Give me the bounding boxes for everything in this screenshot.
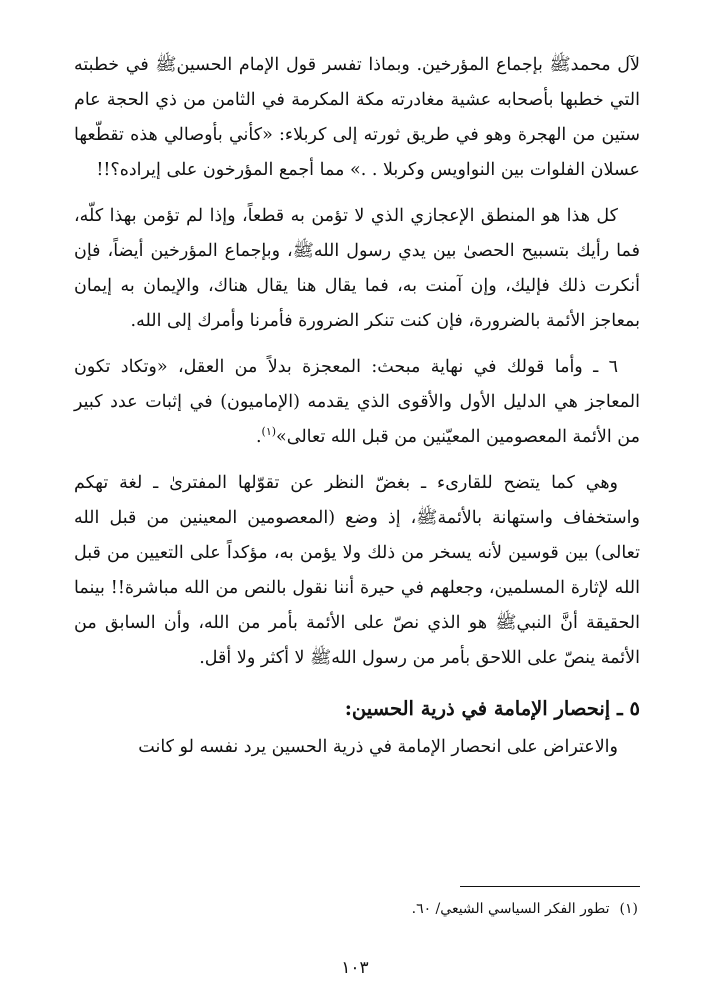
paragraph-1: لآل محمدﷺ بإجماع المؤرخين. وبماذا تفسر قول الإمام الحسينﷺ في خطبته التي خطبها بأصحابه عشية مغادرته مكة المكرمة في الثامن من ذي الحجة عام ستين من الهجرة وهو في طريق ثورته إلى كربلاء: «كأني بأوصالي هذه تقطّعها عسلان الفلوات بين النواويس وكربلا . .» مما أجمع المؤرخون على إيراده؟!!	[74, 55, 640, 180]
paragraph-2: كل هذا هو المنطق الإعجازي الذي لا تؤمن به قطعاً، وإذا لم تؤمن بهذا كلّه، فما رأيك بتسبيح الحصىٰ بين يدي رسول اللهﷺ، وبإجماع المؤرخين أيضاً، فإن أنكرت ذلك فإليك، وإن آمنت به، فما يقال هنا يقال هناك، والإيمان به إيمان بمعاجز الأئمة بالضرورة، فإن كنت تنكر الضرورة فأمرنا وأمرك إلى الله.	[74, 206, 640, 331]
section-heading: ٥ ـ إنحصار الإمامة في ذرية الحسين:	[344, 697, 640, 720]
footnote-divider	[460, 886, 640, 887]
footnote	[78, 897, 638, 921]
footnote-text: تطور الفكر السياسي الشيعي/ ٦٠.	[411, 901, 610, 917]
page-number: ١٠٣	[341, 958, 369, 978]
closing-paragraph: والاعتراض على انحصار الإمامة في ذرية الحسين يرد نفسه لو كانت	[138, 737, 618, 757]
paragraph-4: وهي كما يتضح للقارىء ـ بغضّ النظر عن تقوّلها المفترىٰ ـ لغة تهكم واستخفاف واستهانة بالأئمةﷺ، إذ وضع (المعصومين المعينين من قبل الله تعالى) بين قوسين لأنه يسخر من ذلك ولا يؤمن به، مؤكداً على التعيين من قبل الله لإثارة المسلمين، وجعلهم في حيرة أننا نقول بالنص من الله مباشرة!! بينما الحقيقة أنَّ النبيﷺ هو الذي نصّ على الأئمة بأمر من الله، وأن السابق من الأئمة ينصّ على اللاحق بأمر من رسول اللهﷺ لا أكثر ولا أقل.	[74, 473, 640, 668]
footnote-number: (١)	[619, 901, 638, 917]
page-body	[74, 48, 640, 776]
paragraph-3: ٦ ـ وأما قولك في نهاية مبحث: المعجزة بدلاً من العقل، «وتكاد تكون المعاجز هي الدليل الأول والأقوى الذي يقدمه (الإماميون) في إثبات عدد كبير من الأئمة المعصومين المعيّنين من قبل الله تعالى»$^{(١)}$.	[74, 357, 640, 447]
footnote-marker[interactable]: (١)	[261, 425, 277, 439]
paragraph-3-text: ٦ ـ وأما قولك في نهاية مبحث: المعجزة بدلاً من العقل، «وتكاد تكون المعاجز هي الدليل الأول والأقوى الذي يقدمه (الإماميون) في إثبات عدد كبير من الأئمة المعصومين المعيّنين من قبل الله تعالى»	[74, 357, 640, 447]
